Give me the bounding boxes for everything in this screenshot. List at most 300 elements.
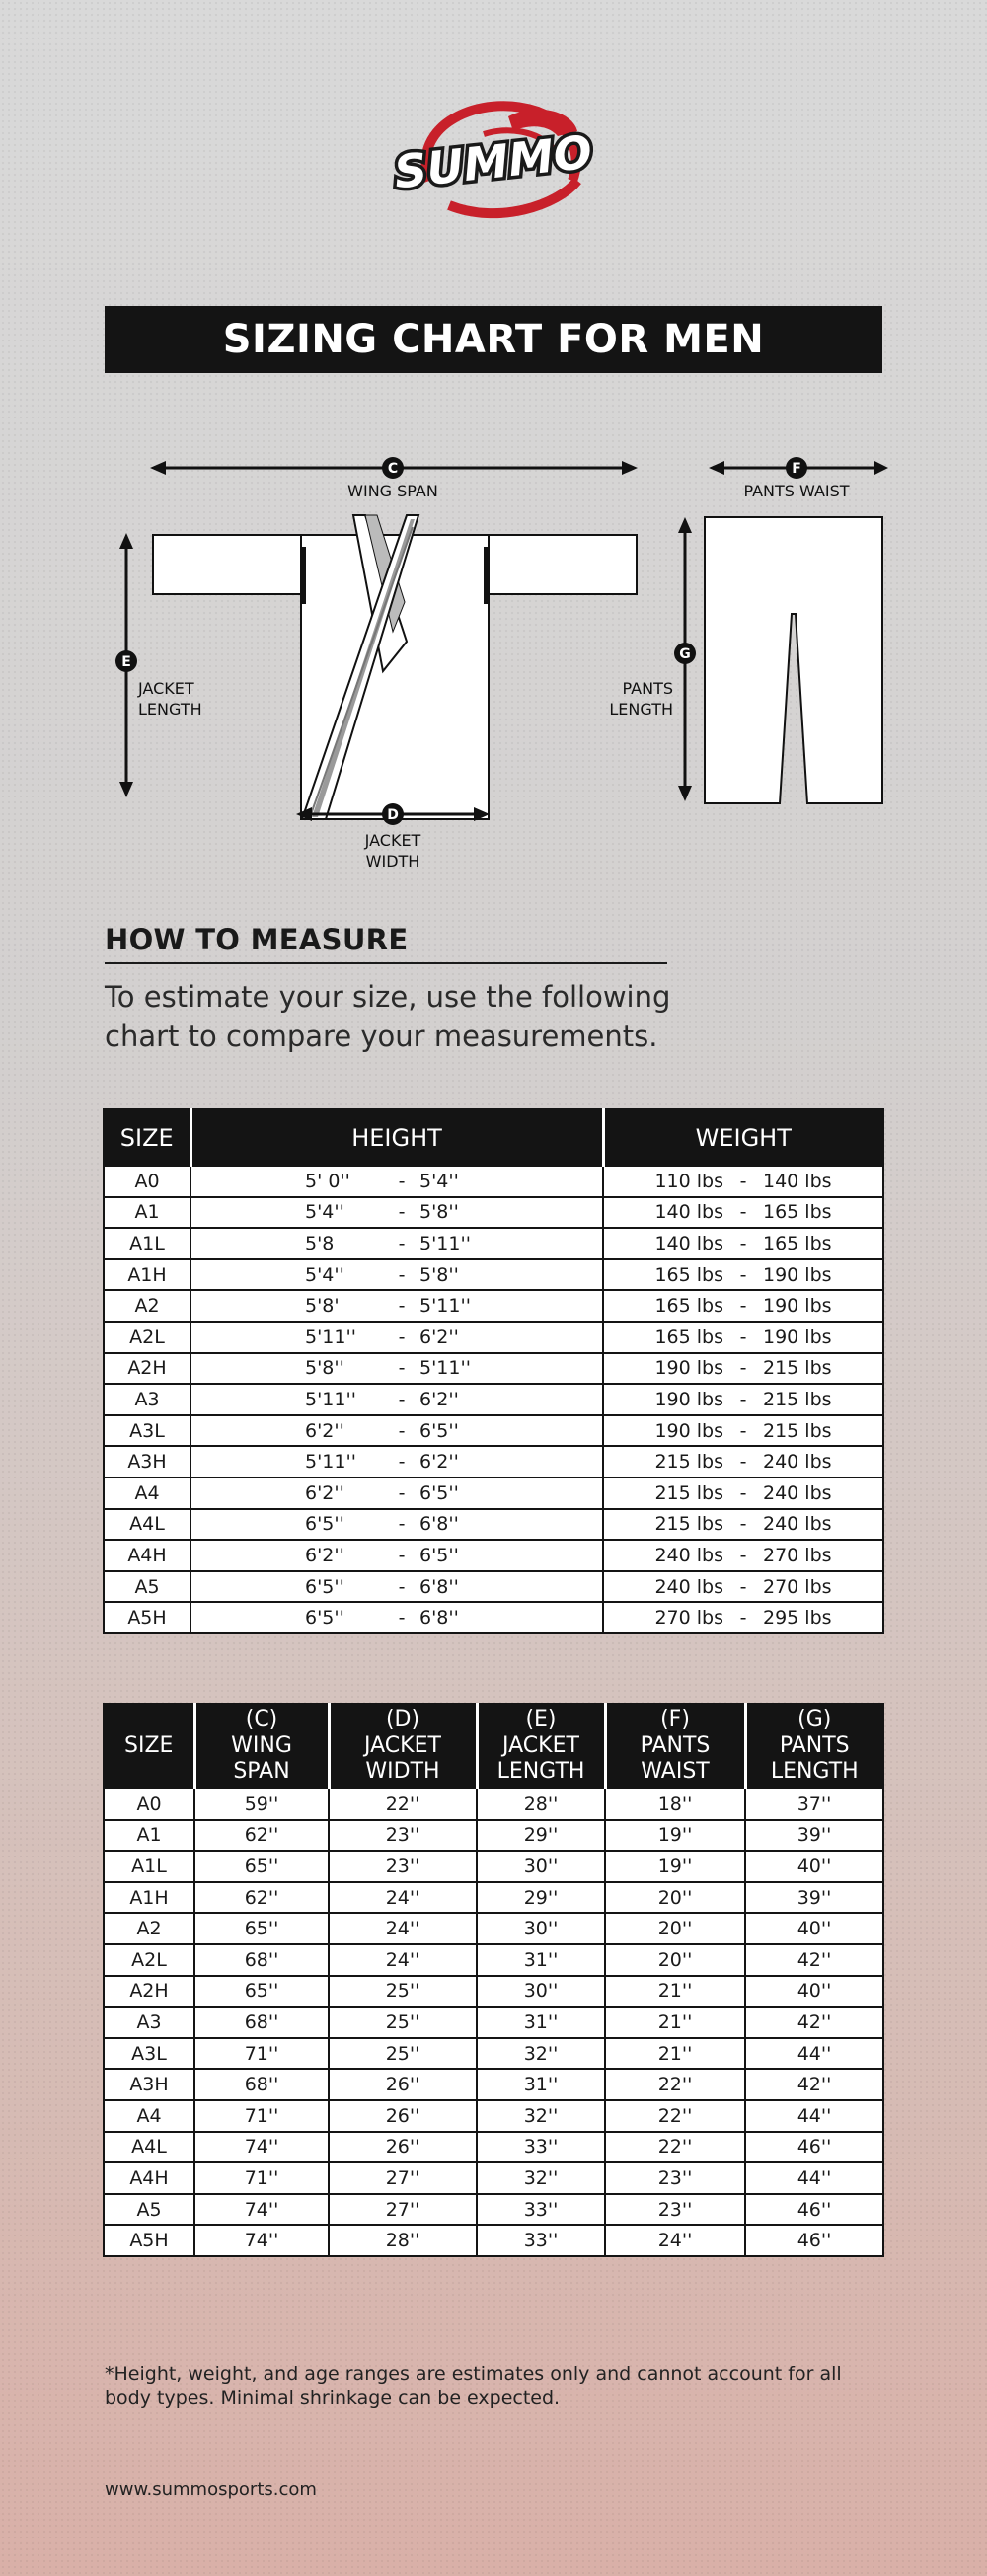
size-cell: A3L <box>104 2038 194 2070</box>
jacket-width-cell: 22'' <box>329 1788 477 1820</box>
range-dash: - <box>739 1419 747 1442</box>
height-min: 5'8 <box>305 1232 335 1254</box>
table-row <box>104 1322 883 1353</box>
pants-length-cell: 44'' <box>745 2162 883 2194</box>
weight-min: 215 lbs <box>654 1481 723 1504</box>
weight-max: 270 lbs <box>763 1575 832 1598</box>
col-size-header <box>104 1704 194 1788</box>
header-line: (F) <box>660 1707 690 1732</box>
col-wing-span-header <box>194 1704 329 1788</box>
height-range-cell <box>190 1322 603 1353</box>
height-min: 6'2'' <box>305 1481 344 1504</box>
weight-min: 190 lbs <box>654 1357 723 1380</box>
col-pants-waist-header <box>605 1704 745 1788</box>
weight-min: 240 lbs <box>654 1544 723 1566</box>
how-to-measure-text: To estimate your size, use the following chart to compare your measurements. <box>105 980 671 1053</box>
jacket-width-cell: 24'' <box>329 1882 477 1914</box>
table-row <box>104 2100 883 2132</box>
pants-waist-cell: 20'' <box>605 1913 745 1944</box>
header-line: WIDTH <box>365 1759 440 1783</box>
table-row <box>104 1571 883 1603</box>
weight-range-cell <box>603 1228 883 1259</box>
pants-length-cell: 46'' <box>745 2194 883 2226</box>
range-dash: - <box>398 1388 406 1410</box>
jacket-length-cell: 31'' <box>477 2007 605 2038</box>
table-row <box>104 2132 883 2163</box>
table-row <box>104 1820 883 1852</box>
table-row <box>104 1851 883 1882</box>
range-dash: - <box>739 1263 747 1286</box>
table-row <box>104 1197 883 1229</box>
height-max: 6'2'' <box>419 1326 459 1348</box>
range-dash: - <box>398 1201 406 1224</box>
table-row <box>104 1788 883 1820</box>
height-min: 5'4'' <box>305 1201 344 1224</box>
range-dash: - <box>739 1295 747 1318</box>
height-range-cell <box>190 1602 603 1633</box>
jacket-length-cell: 28'' <box>477 1788 605 1820</box>
pants-length-label-1: PANTS <box>622 679 673 698</box>
table-row <box>104 1384 883 1415</box>
logo-text: SUMMO <box>391 124 595 199</box>
height-min: 5'11'' <box>305 1326 356 1348</box>
size-cell: A3 <box>104 2007 194 2038</box>
wing-span-cell: 74'' <box>194 2194 329 2226</box>
weight-max: 190 lbs <box>763 1326 832 1348</box>
size-cell: A1L <box>104 1851 194 1882</box>
size-cell: A1 <box>104 1197 190 1229</box>
weight-max: 140 lbs <box>763 1170 832 1192</box>
table-row <box>104 1290 883 1322</box>
wing-span-cell: 65'' <box>194 1913 329 1944</box>
heading-divider <box>105 962 667 964</box>
wing-span-cell: 74'' <box>194 2132 329 2163</box>
height-range-cell <box>190 1540 603 1571</box>
height-max: 6'5'' <box>419 1419 459 1442</box>
pants-waist-cell: 22'' <box>605 2132 745 2163</box>
weight-min: 140 lbs <box>654 1232 723 1254</box>
wing-span-cell: 68'' <box>194 1944 329 1976</box>
pants-length-cell: 39'' <box>745 1820 883 1852</box>
pants-length-label-2: LENGTH <box>609 700 673 719</box>
weight-range-cell <box>603 1353 883 1385</box>
height-max: 5'4'' <box>419 1170 459 1192</box>
height-min: 5'11'' <box>305 1388 356 1410</box>
table-row <box>104 1944 883 1976</box>
height-min: 6'5'' <box>305 1513 344 1536</box>
website-link[interactable]: www.summosports.com <box>105 2479 317 2500</box>
height-range-cell <box>190 1384 603 1415</box>
jacket-drawing <box>153 515 637 819</box>
wing-span-cell: 65'' <box>194 1976 329 2008</box>
how-to-measure-heading: HOW TO MEASURE <box>105 923 409 956</box>
range-dash: - <box>739 1544 747 1566</box>
table-row <box>104 1446 883 1477</box>
size-cell: A4H <box>104 1540 190 1571</box>
weight-range-cell <box>603 1290 883 1322</box>
header-line: WING <box>231 1733 292 1758</box>
jacket-length-cell: 32'' <box>477 2100 605 2132</box>
table-row <box>104 1477 883 1509</box>
pants-length-cell: 46'' <box>745 2225 883 2256</box>
header-line: (C) <box>245 1707 278 1732</box>
size-cell: A1 <box>104 1820 194 1852</box>
height-range-cell <box>190 1197 603 1229</box>
jacket-length-cell: 33'' <box>477 2194 605 2226</box>
range-dash: - <box>398 1419 406 1442</box>
jacket-width-cell: 23'' <box>329 1851 477 1882</box>
weight-max: 190 lbs <box>763 1295 832 1318</box>
weight-range-cell <box>603 1197 883 1229</box>
weight-max: 295 lbs <box>763 1607 832 1629</box>
size-cell: A0 <box>104 1166 190 1197</box>
col-height-header: HEIGHT <box>190 1109 603 1166</box>
range-dash: - <box>739 1201 747 1224</box>
pants-waist-cell: 19'' <box>605 1820 745 1852</box>
weight-min: 165 lbs <box>654 1263 723 1286</box>
height-max: 6'8'' <box>419 1575 459 1598</box>
height-min: 6'5'' <box>305 1575 344 1598</box>
pants-length-cell: 40'' <box>745 1913 883 1944</box>
range-dash: - <box>398 1575 406 1598</box>
height-range-cell <box>190 1166 603 1197</box>
table-row <box>104 1509 883 1541</box>
pants-waist-cell: 19'' <box>605 1851 745 1882</box>
table-row <box>104 1540 883 1571</box>
jacket-width-cell: 28'' <box>329 2225 477 2256</box>
weight-min: 140 lbs <box>654 1201 723 1224</box>
weight-min: 190 lbs <box>654 1388 723 1410</box>
jacket-width-cell: 27'' <box>329 2194 477 2226</box>
weight-max: 190 lbs <box>763 1263 832 1286</box>
jacket-width-cell: 27'' <box>329 2162 477 2194</box>
jacket-width-measure <box>296 803 490 871</box>
height-min: 6'2'' <box>305 1419 344 1442</box>
range-dash: - <box>398 1326 406 1348</box>
jacket-length-cell: 33'' <box>477 2132 605 2163</box>
range-dash: - <box>739 1607 747 1629</box>
pants-length-cell: 40'' <box>745 1851 883 1882</box>
pants-waist-cell: 20'' <box>605 1882 745 1914</box>
table-row <box>104 1976 883 2008</box>
pants-length-cell: 44'' <box>745 2038 883 2070</box>
wing-span-cell: 59'' <box>194 1788 329 1820</box>
weight-min: 190 lbs <box>654 1419 723 1442</box>
table-row <box>104 2194 883 2226</box>
height-range-cell <box>190 1446 603 1477</box>
jacket-length-cell: 32'' <box>477 2162 605 2194</box>
col-jacket-length-header <box>477 1704 605 1788</box>
size-cell: A3H <box>104 2069 194 2100</box>
pants-length-cell: 42'' <box>745 2069 883 2100</box>
marker-e: E <box>121 654 131 670</box>
marker-c: C <box>387 461 399 477</box>
weight-max: 215 lbs <box>763 1419 832 1442</box>
col-weight-header: WEIGHT <box>603 1109 883 1166</box>
jacket-length-cell: 30'' <box>477 1851 605 1882</box>
wing-span-cell: 74'' <box>194 2225 329 2256</box>
weight-range-cell <box>603 1602 883 1633</box>
jacket-width-cell: 26'' <box>329 2132 477 2163</box>
pants-waist-cell: 20'' <box>605 1944 745 1976</box>
range-dash: - <box>398 1295 406 1318</box>
pants-drawing <box>705 517 882 803</box>
size-cell: A0 <box>104 1788 194 1820</box>
table-row <box>104 1228 883 1259</box>
wing-span-cell: 71'' <box>194 2038 329 2070</box>
weight-range-cell <box>603 1166 883 1197</box>
header-line: PANTS <box>640 1733 711 1758</box>
height-max: 6'5'' <box>419 1481 459 1504</box>
weight-max: 270 lbs <box>763 1544 832 1566</box>
size-cell: A5H <box>104 2225 194 2256</box>
jacket-width-cell: 23'' <box>329 1820 477 1852</box>
weight-range-cell <box>603 1571 883 1603</box>
size-cell: A1L <box>104 1228 190 1259</box>
weight-min: 165 lbs <box>654 1326 723 1348</box>
jacket-length-cell: 33'' <box>477 2225 605 2256</box>
jacket-length-cell: 30'' <box>477 1913 605 1944</box>
table-row <box>104 1166 883 1197</box>
size-cell: A2L <box>104 1944 194 1976</box>
table-row <box>104 2038 883 2070</box>
size-cell: A4 <box>104 2100 194 2132</box>
table-row <box>104 1602 883 1633</box>
size-cell: A3L <box>104 1415 190 1447</box>
jacket-length-label-2: LENGTH <box>138 700 202 719</box>
jacket-width-label-1: JACKET <box>364 831 421 850</box>
height-max: 6'5'' <box>419 1544 459 1566</box>
size-cell: A3 <box>104 1384 190 1415</box>
weight-min: 270 lbs <box>654 1607 723 1629</box>
range-dash: - <box>398 1513 406 1536</box>
table-row <box>104 1882 883 1914</box>
range-dash: - <box>398 1607 406 1629</box>
jacket-length-cell: 31'' <box>477 1944 605 1976</box>
wing-span-cell: 68'' <box>194 2069 329 2100</box>
size-cell: A5 <box>104 2194 194 2226</box>
pants-length-cell: 44'' <box>745 2100 883 2132</box>
range-dash: - <box>398 1481 406 1504</box>
pants-waist-label: PANTS WAIST <box>743 482 850 500</box>
height-min: 6'5'' <box>305 1607 344 1629</box>
marker-f: F <box>792 461 801 477</box>
jacket-length-cell: 32'' <box>477 2038 605 2070</box>
range-dash: - <box>398 1263 406 1286</box>
height-max: 6'2'' <box>419 1451 459 1474</box>
weight-range-cell <box>603 1540 883 1571</box>
weight-max: 240 lbs <box>763 1513 832 1536</box>
weight-max: 165 lbs <box>763 1232 832 1254</box>
weight-min: 240 lbs <box>654 1575 723 1598</box>
weight-max: 240 lbs <box>763 1481 832 1504</box>
weight-min: 110 lbs <box>654 1170 723 1192</box>
range-dash: - <box>739 1326 747 1348</box>
table-row <box>104 1415 883 1447</box>
jacket-length-cell: 29'' <box>477 1820 605 1852</box>
height-min: 5'8' <box>305 1295 340 1318</box>
header-line: PANTS <box>779 1733 850 1758</box>
size-cell: A4L <box>104 1509 190 1541</box>
size-cell: A1H <box>104 1882 194 1914</box>
range-dash: - <box>398 1357 406 1380</box>
height-max: 5'8'' <box>419 1201 459 1224</box>
size-cell: A2 <box>104 1290 190 1322</box>
table-row <box>104 2007 883 2038</box>
footnote: *Height, weight, and age ranges are estimates only and cannot account for all body types. Minimal shrinkage can be expected. <box>105 2363 842 2409</box>
col-size-header: SIZE <box>104 1109 190 1166</box>
header-line: JACKET <box>364 1733 441 1758</box>
height-max: 6'2'' <box>419 1388 459 1410</box>
height-max: 5'11'' <box>419 1232 471 1254</box>
weight-range-cell <box>603 1415 883 1447</box>
jacket-width-label-2: WIDTH <box>365 852 420 871</box>
jacket-length-cell: 30'' <box>477 1976 605 2008</box>
pants-waist-measure <box>709 457 888 500</box>
size-cell: A5H <box>104 1602 190 1633</box>
weight-max: 165 lbs <box>763 1201 832 1224</box>
height-max: 6'8'' <box>419 1513 459 1536</box>
col-pants-length-header <box>745 1704 883 1788</box>
weight-range-cell <box>603 1509 883 1541</box>
height-min: 5'4'' <box>305 1263 344 1286</box>
weight-range-cell <box>603 1322 883 1353</box>
wing-span-cell: 68'' <box>194 2007 329 2038</box>
jacket-width-cell: 26'' <box>329 2100 477 2132</box>
header-line: JACKET <box>502 1733 579 1758</box>
size-cell: A3H <box>104 1446 190 1477</box>
weight-max: 215 lbs <box>763 1388 832 1410</box>
weight-range-cell <box>603 1259 883 1291</box>
pants-waist-cell: 22'' <box>605 2069 745 2100</box>
height-weight-table <box>103 1108 884 1634</box>
size-cell: A2 <box>104 1913 194 1944</box>
range-dash: - <box>739 1357 747 1380</box>
pants-waist-cell: 23'' <box>605 2194 745 2226</box>
height-range-cell <box>190 1259 603 1291</box>
weight-range-cell <box>603 1384 883 1415</box>
measurement-diagram <box>99 444 888 883</box>
col-jacket-width-header <box>329 1704 477 1788</box>
size-cell: A4H <box>104 2162 194 2194</box>
pants-waist-cell: 21'' <box>605 1976 745 2008</box>
size-cell: A5 <box>104 1571 190 1603</box>
jacket-length-cell: 29'' <box>477 1882 605 1914</box>
pants-length-cell: 46'' <box>745 2132 883 2163</box>
jacket-length-label-1: JACKET <box>138 679 194 698</box>
table-row <box>104 2069 883 2100</box>
pants-length-cell: 39'' <box>745 1882 883 1914</box>
weight-max: 240 lbs <box>763 1451 832 1474</box>
pants-waist-cell: 21'' <box>605 2007 745 2038</box>
page-title: SIZING CHART FOR MEN <box>105 306 882 373</box>
table-row <box>104 1353 883 1385</box>
pants-length-cell: 37'' <box>745 1788 883 1820</box>
jacket-width-cell: 26'' <box>329 2069 477 2100</box>
height-range-cell <box>190 1571 603 1603</box>
jacket-width-cell: 24'' <box>329 1913 477 1944</box>
table-row <box>104 2225 883 2256</box>
size-cell: A4L <box>104 2132 194 2163</box>
range-dash: - <box>739 1451 747 1474</box>
size-cell: A4 <box>104 1477 190 1509</box>
size-cell: A2L <box>104 1322 190 1353</box>
header-line: SPAN <box>233 1759 290 1783</box>
garment-measurements-table <box>103 1703 884 2257</box>
size-cell: A2H <box>104 1353 190 1385</box>
table-row <box>104 1259 883 1291</box>
range-dash: - <box>739 1232 747 1254</box>
header-line: (E) <box>525 1707 557 1732</box>
range-dash: - <box>398 1451 406 1474</box>
pants-length-cell: 42'' <box>745 2007 883 2038</box>
height-max: 5'8'' <box>419 1263 459 1286</box>
weight-min: 215 lbs <box>654 1513 723 1536</box>
size-cell: A1H <box>104 1259 190 1291</box>
range-dash: - <box>739 1575 747 1598</box>
range-dash: - <box>739 1388 747 1410</box>
marker-g: G <box>679 646 691 662</box>
wing-span-measure <box>150 457 638 500</box>
jacket-length-cell: 31'' <box>477 2069 605 2100</box>
header-line: (D) <box>385 1707 420 1732</box>
range-dash: - <box>739 1513 747 1536</box>
height-min: 5'8'' <box>305 1357 344 1380</box>
range-dash: - <box>398 1170 406 1192</box>
header-line: SIZE <box>124 1733 174 1758</box>
height-min: 5'11'' <box>305 1451 356 1474</box>
height-range-cell <box>190 1290 603 1322</box>
wing-span-cell: 71'' <box>194 2100 329 2132</box>
marker-d: D <box>387 807 399 823</box>
height-range-cell <box>190 1509 603 1541</box>
height-range-cell <box>190 1415 603 1447</box>
pants-waist-cell: 18'' <box>605 1788 745 1820</box>
height-min: 6'2'' <box>305 1544 344 1566</box>
pants-waist-cell: 23'' <box>605 2162 745 2194</box>
wing-span-cell: 62'' <box>194 1820 329 1852</box>
height-max: 5'11'' <box>419 1357 471 1380</box>
pants-length-cell: 42'' <box>745 1944 883 1976</box>
pants-waist-cell: 24'' <box>605 2225 745 2256</box>
pants-waist-cell: 22'' <box>605 2100 745 2132</box>
wing-span-cell: 71'' <box>194 2162 329 2194</box>
jacket-width-cell: 25'' <box>329 1976 477 2008</box>
pants-waist-cell: 21'' <box>605 2038 745 2070</box>
header-line: (G) <box>797 1707 832 1732</box>
height-max: 6'8'' <box>419 1607 459 1629</box>
range-dash: - <box>398 1232 406 1254</box>
summo-logo <box>390 87 597 220</box>
height-range-cell <box>190 1228 603 1259</box>
range-dash: - <box>739 1170 747 1192</box>
weight-range-cell <box>603 1477 883 1509</box>
header-line: LENGTH <box>770 1759 859 1783</box>
wing-span-cell: 62'' <box>194 1882 329 1914</box>
size-cell: A2H <box>104 1976 194 2008</box>
height-max: 5'11'' <box>419 1295 471 1318</box>
jacket-width-cell: 24'' <box>329 1944 477 1976</box>
weight-min: 165 lbs <box>654 1295 723 1318</box>
height-min: 5' 0'' <box>305 1170 350 1192</box>
weight-max: 215 lbs <box>763 1357 832 1380</box>
weight-range-cell <box>603 1446 883 1477</box>
height-range-cell <box>190 1477 603 1509</box>
jacket-width-cell: 25'' <box>329 2038 477 2070</box>
table-row <box>104 1913 883 1944</box>
wing-span-label: WING SPAN <box>347 482 438 500</box>
range-dash: - <box>739 1481 747 1504</box>
